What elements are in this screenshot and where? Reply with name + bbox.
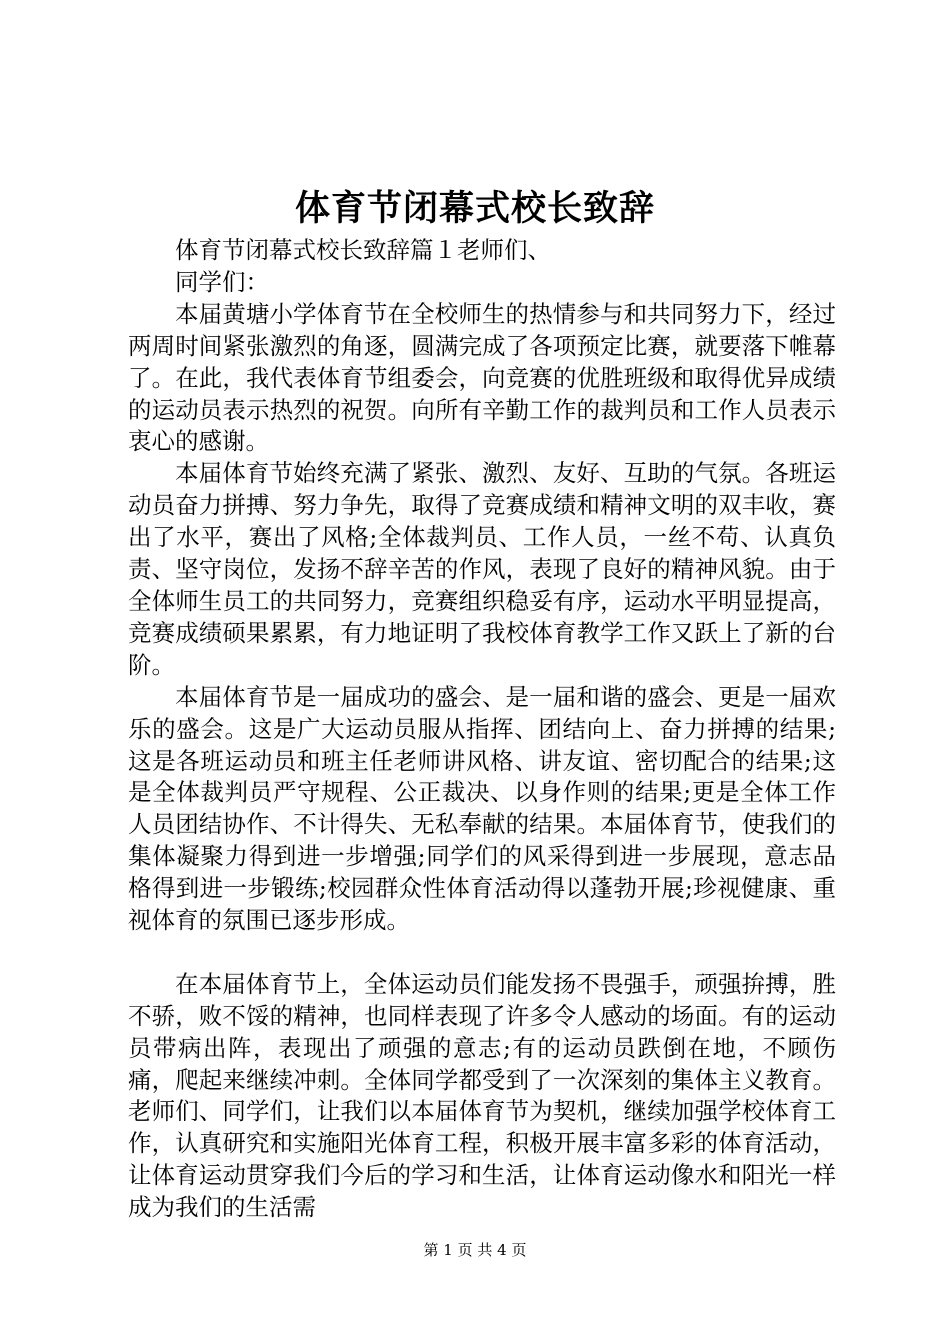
document-body: [128, 235, 836, 1224]
paragraph-3: 本届体育节是一届成功的盛会、是一届和谐的盛会、更是一届欢乐的盛会。这是广大运动员服从指挥、团结向上、奋力拼搏的结果;这是各班运动员和班主任老师讲风格、讲友谊、密切配合的结果;这是全体裁判员严守规程、公正裁决、以身作则的结果;更是全体工作人员团结协作、不计得失、无私奉献的结果。本届体育节，使我们的集体凝聚力得到进一步增强;同学们的风采得到进一步展现，意志品格得到进一步锻练;校园群众性体育活动得以蓬勃开展;珍视健康、重视体育的氛围已逐步形成。: [128, 682, 836, 935]
paragraph-2: 本届体育节始终充满了紧张、激烈、友好、互助的气氛。各班运动员奋力拼搏、努力争先，取得了竞赛成绩和精神文明的双丰收，赛出了水平，赛出了风格;全体裁判员、工作人员，一丝不苟、认真负责、坚守岗位，发扬不辞辛苦的作风，表现了良好的精神风貌。由于全体师生员工的共同努力，竞赛组织稳妥有序，运动水平明显提高，竞赛成绩硕果累累，有力地证明了我校体育教学工作又跃上了新的台阶。: [128, 459, 836, 679]
page-footer: 第 1 页 共 4 页: [423, 1241, 527, 1259]
paragraph-greeting-2: 同学们：: [175, 267, 269, 296]
paragraph-greeting-1: 体育节闭幕式校长致辞篇１老师们、: [175, 236, 551, 264]
paragraph-spacer: [128, 937, 836, 969]
paragraph-4: 在本届体育节上，全体运动员们能发扬不畏强手，顽强拚搏，胜不骄，败不馁的精神，也同样表现了许多令人感动的场面。有的运动员带病出阵，表现出了顽强的意志;有的运动员跌倒在地，不顾伤痛，爬起来继续冲刺。全体同学都受到了一次深刻的集体主义教育。老师们、同学们，让我们以本届体育节为契机，继续加强学校体育工作，认真研究和实施阳光体育工程，积极开展丰富多彩的体育活动，让体育运动贯穿我们今后的学习和生活，让体育运动像水和阳光一样成为我们的生活需: [128, 969, 836, 1222]
paragraph-1: 本届黄塘小学体育节在全校师生的热情参与和共同努力下，经过两周时间紧张激烈的角逐，圆满完成了各项预定比赛，就要落下帷幕了。在此，我代表体育节组委会，向竞赛的优胜班级和取得优异成绩的运动员表示热烈的祝贺。向所有辛勤工作的裁判员和工作人员表示衷心的感谢。: [128, 299, 836, 456]
document-title: 体育节闭幕式校长致辞: [294, 188, 655, 229]
